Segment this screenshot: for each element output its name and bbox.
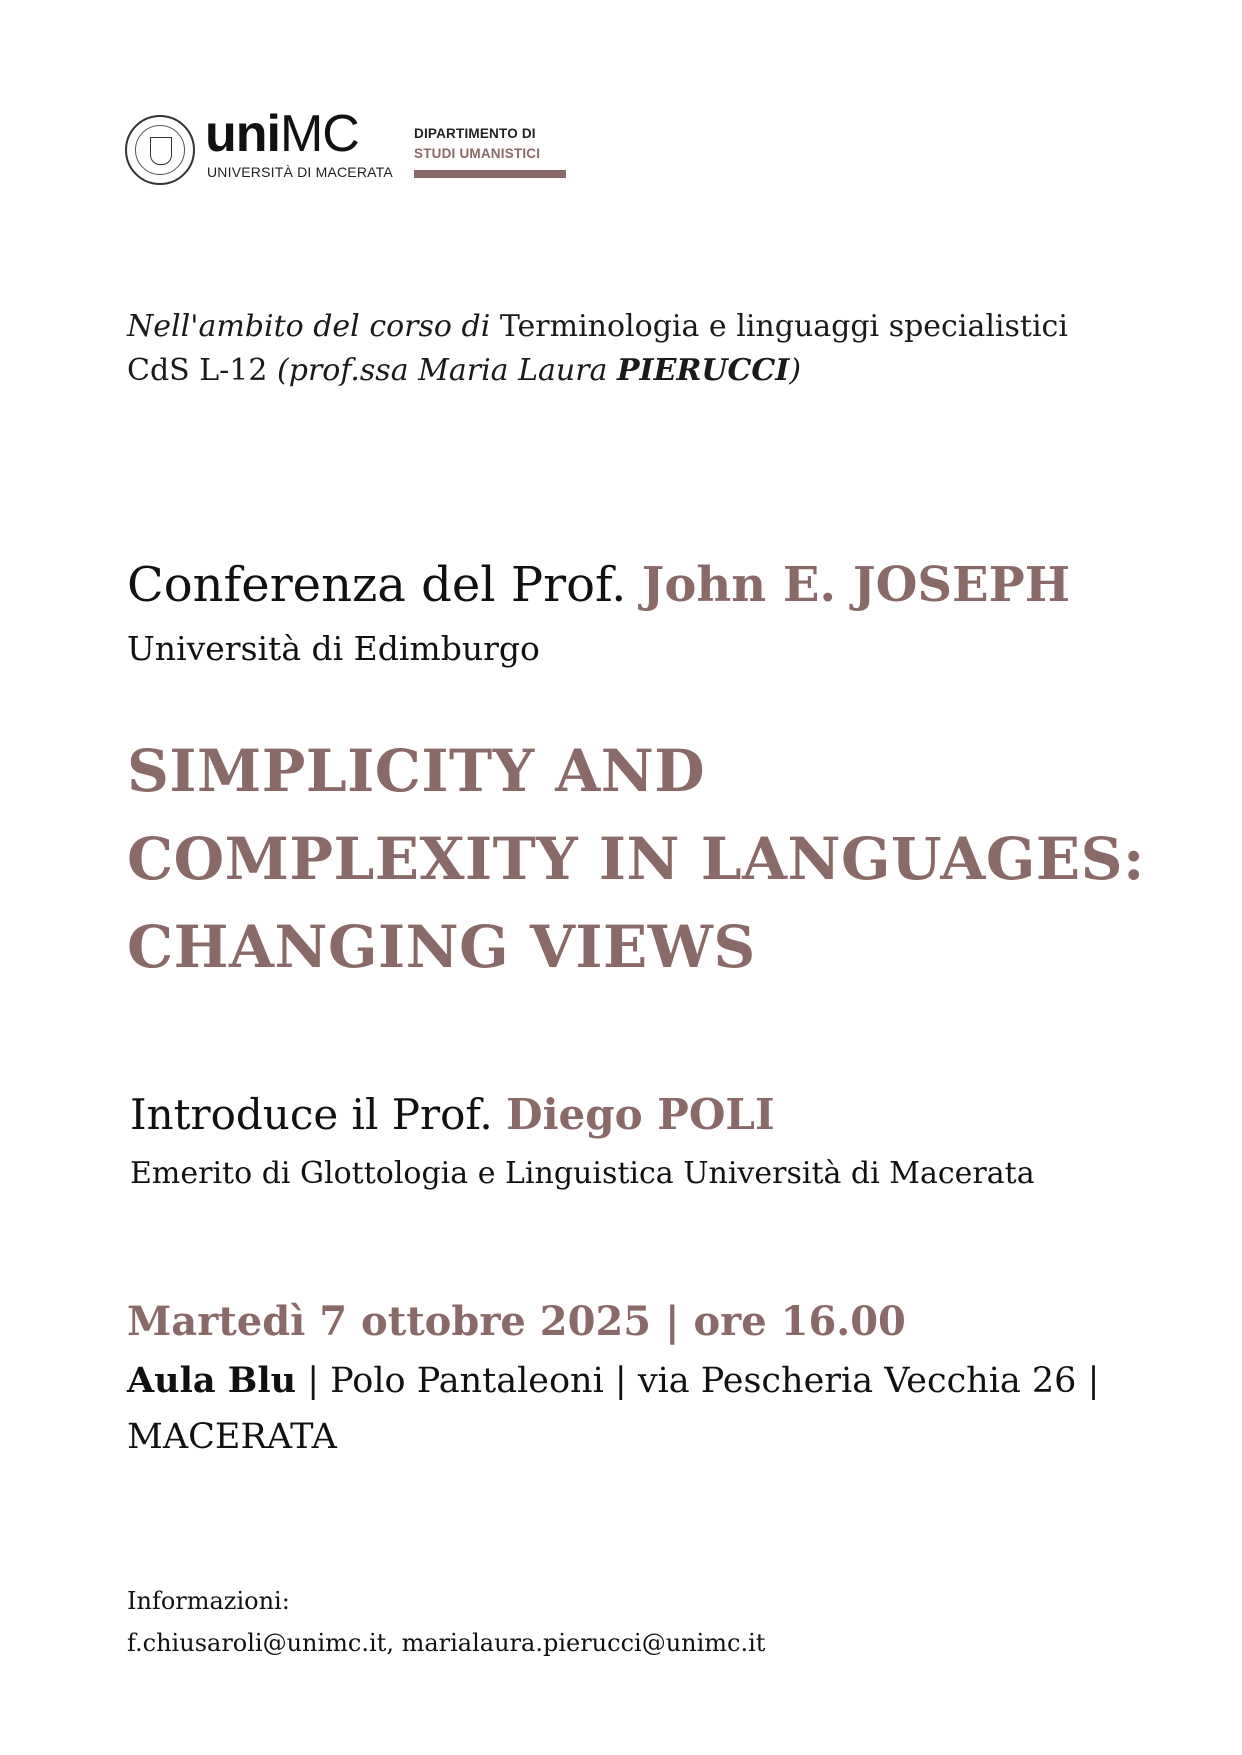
speaker-name: John E. JOSEPH — [641, 557, 1071, 613]
conference-heading — [127, 555, 1070, 615]
conference-prefix: Conferenza del Prof. — [127, 557, 627, 613]
event-address: | Polo Pantaleoni | via Pescheria Vecchia 26 | — [307, 1361, 1100, 1401]
course-prof-prefix: (prof.ssa Maria Laura — [277, 353, 608, 388]
unimc-wordmark — [205, 105, 359, 163]
department-line2: STUDI UMANISTICI — [414, 146, 541, 161]
introducer-name: Diego POLI — [506, 1090, 775, 1139]
introducer-role: Emerito di Glottologia e Linguistica Università di Macerata — [130, 1156, 1035, 1191]
department-line1: DIPARTIMENTO DI — [414, 126, 536, 141]
contact-emails: f.chiusaroli@unimc.it, marialaura.pierucci@unimc.it — [127, 1629, 766, 1657]
course-line2 — [127, 352, 801, 390]
introduction-prefix: Introduce il Prof. — [130, 1090, 493, 1139]
course-cds: CdS L-12 — [127, 353, 268, 388]
event-location — [127, 1358, 1099, 1404]
introduction-heading — [130, 1088, 775, 1142]
lecture-title-line3: CHANGING VIEWS — [127, 913, 756, 981]
event-city: MACERATA — [127, 1417, 337, 1457]
course-prof-surname: PIERUCCI — [617, 353, 790, 388]
speaker-affiliation: Università di Edimburgo — [127, 629, 540, 668]
logo-subtitle: UNIVERSITÀ DI MACERATA — [207, 164, 393, 180]
course-prefix: Nell'ambito del corso di — [127, 309, 491, 344]
event-room: Aula Blu — [127, 1360, 297, 1401]
course-line1 — [127, 308, 1068, 346]
lecture-title-line1: SIMPLICITY AND — [127, 737, 706, 805]
logo-word-bold: uni — [205, 105, 280, 163]
info-label: Informazioni: — [127, 1587, 290, 1615]
department-accent-bar — [414, 170, 566, 178]
university-seal-logo — [125, 115, 195, 185]
course-prof-close: ) — [789, 353, 802, 388]
event-date-time: Martedì 7 ottobre 2025 | ore 16.00 — [127, 1298, 906, 1345]
lecture-title-line2: COMPLEXITY IN LANGUAGES: — [127, 825, 1145, 893]
logo-word-light: MC — [279, 105, 359, 163]
course-name: Terminologia e linguaggi specialistici — [499, 309, 1068, 344]
